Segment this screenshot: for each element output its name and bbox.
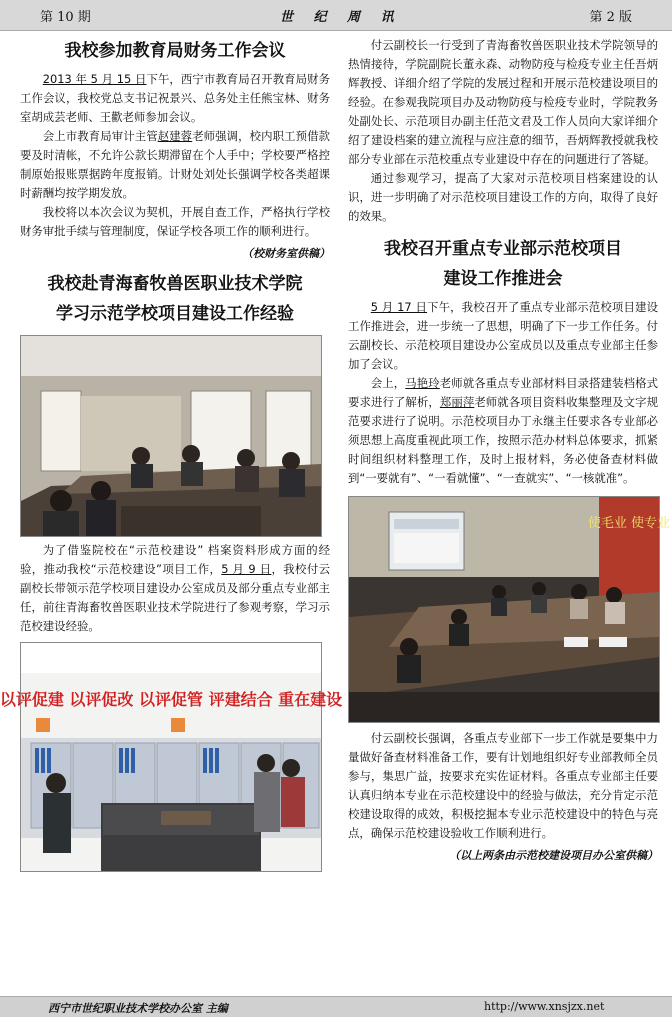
article2-title-line2: 学习示范学校项目建设工作经验 <box>56 304 294 324</box>
article1-paragraph-3: 我校将以本次会议为契机，开展自查工作，严格执行学校财务审批手续与管理制度，保证学校各项工作的顺利进行。 <box>20 205 330 238</box>
page-footer <box>0 996 672 1017</box>
page-number: 第 2 版 <box>589 10 632 25</box>
newsletter-title: 世 纪 周 讯 <box>280 10 402 25</box>
article2-title-line1: 我校赴青海畜牧兽医职业技术学院 <box>47 274 303 294</box>
conference-photo-art <box>349 497 671 722</box>
article3-paragraph-1: 5 月 17 日下午，我校召开了重点专业部示范校项目建设工作推进会，进一步统一了思想，明确了下一步工作任务。付云副校长、示范校项目建设办公室成员以及重点专业部主任参加了会议。 <box>348 300 658 371</box>
issue-number: 第 10 期 <box>40 10 91 25</box>
archive-room-photo <box>0 642 343 872</box>
meeting-room-photo-art <box>21 336 321 536</box>
article2-paragraph-2: 付云副校长一行受到了青海畜牧兽医职业技术学院领导的热情接待，学院副院长董永森、动物防疫与检疫专业主任吾炳辉教授、详细介绍了学院的发展过程和开展示范校建设项目的经验。在参观我院项目办及动物防疫与检疫专业时，学院教务处副处长、示范项目办副主任范文君及工作人员向大家详细介绍了建设档案的建立流程与应注意的细节，吾炳辉教授就我校部分专业部在示范校重点专业建设中存在的问题进行了答疑。 <box>348 38 658 166</box>
left-column <box>0 36 343 872</box>
article3-date: 5 月 17 日 <box>370 300 428 314</box>
article1-source: （校财务室供稿） <box>242 247 330 260</box>
article1-paragraph-2: 会上市教育局审计主管赵建蓉老师强调，校内职工预借款要及时清帐，不允许公款长期滞留在个人手中；学校要严格控制原始报账票据跨年度报销。计财处刘处长强调学校各类超课时薪酬均按学期发放。 <box>20 129 330 200</box>
page-header <box>0 0 672 31</box>
right-column <box>348 36 671 863</box>
article2-paragraph-3: 通过参观学习，提高了大家对示范校项目档案建设的认识，进一步明确了对示范校项目建设工作的方向，取得了良好的效果。 <box>348 171 658 223</box>
article3-title-line2: 建设工作推进会 <box>443 269 563 289</box>
article2-paragraph-1: 为了借鉴院校在“示范校建设” 档案资料形成方面的经验，推动我校“示范校建设”项目工作，5 月 9 日，我校付云副校长带领示范学校项目建设办公室成员及部分重点专业部主任，前往青海畜牧兽医职业技术学院进行了参观考察，学习示范校建设经验。 <box>20 543 330 633</box>
archive-room-photo-art <box>0 643 343 871</box>
article2-date: 5 月 9 日 <box>221 562 272 576</box>
footer-website-link[interactable]: http://www.xnsjzx.net <box>484 1000 605 1013</box>
conference-photo <box>348 496 671 723</box>
article3-paragraph-3: 付云副校长强调，各重点专业部下一步工作就是要集中力量做好备查材料准备工作，要有计划地组织好专业部教师全员参与，集思广益，按要求充实佐证材料。各重点专业部主任要认真归纳本专业在示范校建设中的经验与做法，充分肯定示范校建设取得的成效，积极挖掘本专业示范校建设中的特色与亮点，确保示范校建设验收工作顺利进行。 <box>348 731 658 840</box>
article1-date: 2013 年 5 月 15 日 <box>42 72 147 86</box>
article1-paragraph-1: 2013 年 5 月 15 日下午，西宁市教育局召开教育局财务工作会议，我校党总支书记祝景兴、总务处主任熊宝林、财务室胡成芸老师、王歡老师参加会议。 <box>20 72 330 124</box>
red-poster: 使毛业 使专业 <box>587 516 671 531</box>
article1-title: 我校参加教育局财务工作会议 <box>64 41 286 61</box>
meeting-room-photo <box>20 335 322 537</box>
footer-organization: 西宁市世纪职业技术学校办公室 主编 <box>48 1002 228 1015</box>
slogan-banner: 以评促建 以评促改 以评促管 评建结合 重在建设 <box>0 690 343 709</box>
article3-title-line1: 我校召开重点专业部示范校项目 <box>384 239 622 259</box>
article3-paragraph-2: 会上，马艳玲老师就各重点专业部材料目录搭建装档格式要求进行了解析，郑丽萍老师就各项目资料收集整理及文字规范要求进行了说明。示范校项目办丁永继主任要求各专业部必须思想上高度重视此项工作，按照示范办材料总体要求，抓紧时间组织材料整理工作，及时上报材料，务必使备查材料做到“一要就有”、“一看就懂”、“一查就实”、“一核就准”。 <box>348 376 658 485</box>
article3-source: （以上两条由示范校建设项目办公室供稿） <box>449 849 658 862</box>
